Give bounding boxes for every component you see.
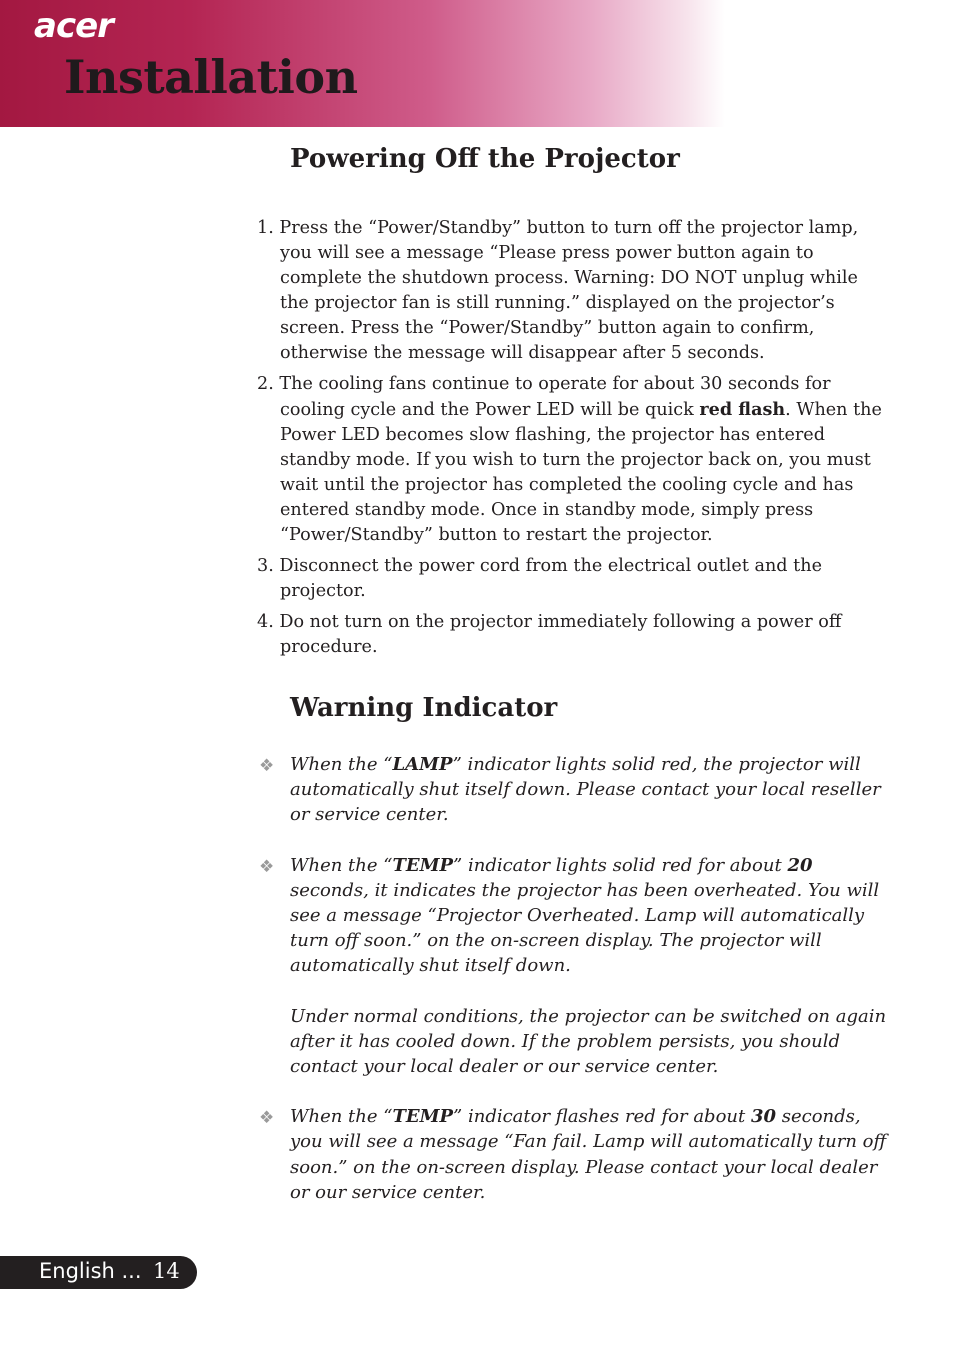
section-title-warning-indicator: Warning Indicator xyxy=(290,693,558,723)
warning-item-lamp xyxy=(257,752,889,828)
warning-paragraph xyxy=(290,853,889,979)
footer-page-tab xyxy=(0,1256,197,1289)
warning-item-temp-flash xyxy=(257,1104,889,1205)
step-text: . When the Power LED becomes slow flashing, the projector has entered standby mode. If you wish to turn the projector back on, you must wait until the projector has completed the cooling cycle and has entered standby mode. Once in standby mode, simply press “Power/Standby” button to restart the projector. xyxy=(280,400,882,545)
warning-text: When the “ xyxy=(290,1106,393,1128)
diamond-bullet-icon: ❖ xyxy=(259,756,275,776)
warning-text: seconds, you will see a message “Fan fail. Lamp will automatically turn off soon.” on the on-screen display. Please contact your local dealer or our service center. xyxy=(290,1106,887,1203)
acer-logo: acer xyxy=(34,6,113,46)
page-number: 14 xyxy=(153,1259,180,1283)
warning-list xyxy=(257,752,889,1230)
warning-item-temp-solid xyxy=(257,853,889,1080)
step-item-2 xyxy=(257,372,887,548)
warning-text: When the “ xyxy=(290,854,393,876)
warning-text: seconds, it indicates the projector has been overheated. You will see a message “Projector Overheated. Lamp will automatically turn off soon.” on the on-screen display. The projector will automatically shut itself down. xyxy=(290,879,880,977)
step-text: 4. Do not turn on the projector immediately following a power off procedure. xyxy=(257,612,842,657)
diamond-bullet-icon: ❖ xyxy=(259,856,275,877)
warning-text: ” indicator lights solid red, the projector will automatically shut itself down. Please contact your local reseller or service center. xyxy=(290,754,881,826)
step-text: 2. The cooling fans continue to operate for about 30 seconds for cooling cycle and the Power LED will be quick xyxy=(257,374,831,420)
step-text: 3. Disconnect the power cord from the electrical outlet and the projector. xyxy=(257,556,822,601)
diamond-bullet-icon: ❖ xyxy=(259,1108,275,1129)
footer-language: English ... xyxy=(39,1259,142,1283)
step-item-1 xyxy=(257,216,887,366)
step-item-3 xyxy=(257,554,887,604)
header-band xyxy=(0,0,954,127)
warning-text: When the “ xyxy=(290,754,393,775)
lamp-label: LAMP xyxy=(392,754,453,775)
step-item-4 xyxy=(257,610,887,660)
step-text: 1. Press the “Power/Standby” button to turn off the projector lamp, you will see a message “Please press power button again to complete the shutdown process. Warning: DO NOT unplug while the projector fan is still running.” displayed on the projector’s screen. Press the “Power/Standby” button again to confirm, otherwise the message will disappear after 5 seconds. xyxy=(257,218,859,363)
seconds-value: 30 xyxy=(750,1106,777,1128)
warning-paragraph xyxy=(290,752,889,828)
warning-paragraph xyxy=(290,1104,889,1205)
shutdown-steps-list xyxy=(257,216,887,666)
temp-label: TEMP xyxy=(392,854,454,876)
red-flash-emphasis: red flash xyxy=(699,399,786,420)
page-title: Installation xyxy=(64,50,358,104)
temp-label: TEMP xyxy=(392,1106,454,1128)
section-title-powering-off: Powering Off the Projector xyxy=(290,144,680,174)
warning-text: ” indicator flashes red for about xyxy=(453,1106,751,1128)
warning-paragraph: Under normal conditions, the projector can be switched on again after it has cooled down. If the problem persists, you should contact your local dealer or our service center. xyxy=(290,1005,887,1078)
warning-text: ” indicator lights solid red for about xyxy=(453,854,788,876)
seconds-value: 20 xyxy=(787,854,813,876)
